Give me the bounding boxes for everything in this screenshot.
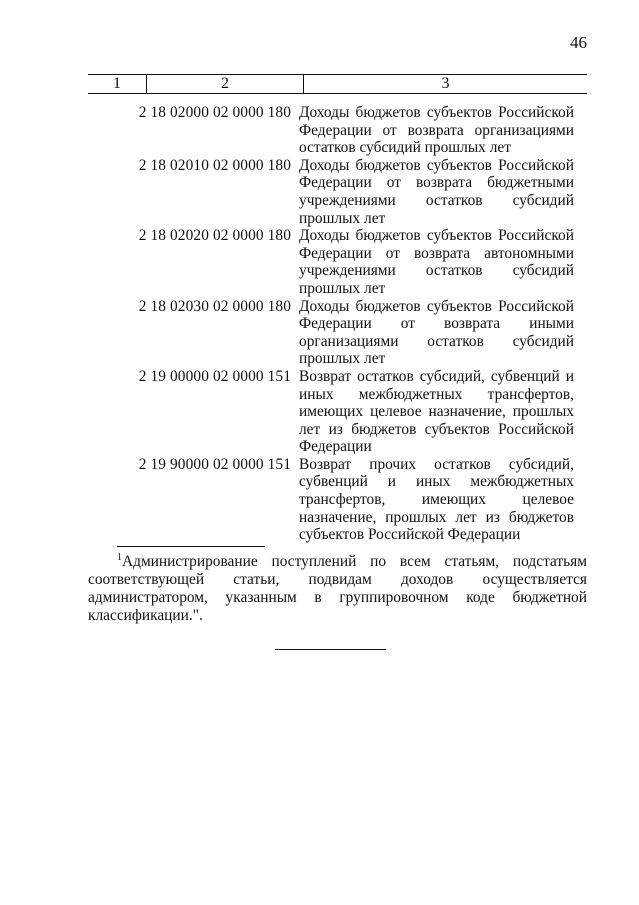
table-body xyxy=(88,104,587,544)
table-row xyxy=(88,157,587,227)
footnote-text: Администрирование поступлений по всем статьям, подстатьям соответствующей статьи, подвидам доходов осуществляется администратором, указанным в группировочном коде бюджетной классификации.". xyxy=(88,553,587,624)
footnote-separator xyxy=(117,546,265,547)
footnote xyxy=(88,549,587,625)
budget-code: 2 18 02010 02 0000 180 xyxy=(138,156,291,174)
revenue-codes-table xyxy=(88,74,587,544)
budget-code: 2 18 02020 02 0000 180 xyxy=(138,227,291,245)
table-row xyxy=(88,227,587,297)
budget-code: 2 19 90000 02 0000 151 xyxy=(138,455,291,473)
column-header-1: 1 xyxy=(88,75,147,93)
column-header-3: 3 xyxy=(441,75,450,92)
table-row xyxy=(88,456,587,544)
revenue-description: Доходы бюджетов субъектов Российской Федерации от возврата иными организациями остатков субсидий прошлых лет xyxy=(299,297,574,368)
revenue-description: Возврат остатков субсидий, субвенций и иных межбюджетных трансфертов, имеющих целевое назначение, прошлых лет из бюджетов субъектов Российской Федерации xyxy=(299,367,574,456)
table-row xyxy=(88,368,587,456)
budget-code: 2 18 02000 02 0000 180 xyxy=(138,104,291,121)
table-row xyxy=(88,104,587,157)
footnote-marker: 1 xyxy=(117,552,122,563)
revenue-description: Возврат прочих остатков субсидий, субвенций и иных межбюджетных трансфертов, имеющих целевое назначение, прошлых лет из бюджетов субъектов Российской Федерации xyxy=(299,455,574,544)
revenue-description: Доходы бюджетов субъектов Российской Федерации от возврата автономными учреждениями остатков субсидий прошлых лет xyxy=(299,227,574,297)
budget-code: 2 19 00000 02 0000 151 xyxy=(138,367,291,385)
revenue-description: Доходы бюджетов субъектов Российской Федерации от возврата бюджетными учреждениями остатков субсидий прошлых лет xyxy=(299,156,574,227)
revenue-description: Доходы бюджетов субъектов Российской Федерации от возврата организациями остатков субсидий прошлых лет xyxy=(299,104,574,157)
table-header xyxy=(88,74,587,94)
column-header-2: 2 xyxy=(147,75,304,93)
end-of-document-rule xyxy=(275,649,386,650)
page-number: 46 xyxy=(570,33,587,52)
table-row xyxy=(88,298,587,368)
budget-code: 2 18 02030 02 0000 180 xyxy=(138,297,291,315)
